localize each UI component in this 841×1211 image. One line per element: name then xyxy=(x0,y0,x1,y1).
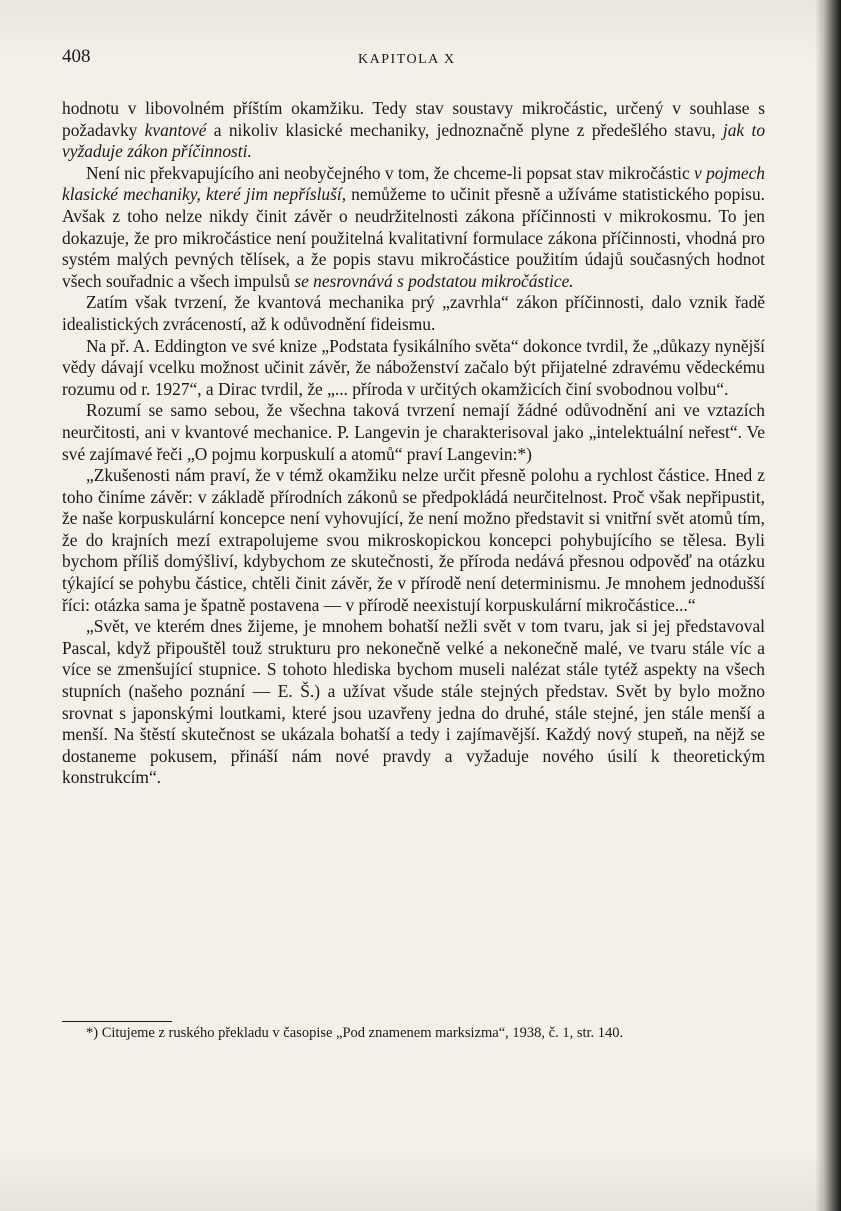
page-number: 408 xyxy=(62,46,91,67)
running-head: KAPITOLA X xyxy=(358,52,456,67)
paragraph-6-quote: „Zkušenosti nám praví, že v témž okamžiku nelze určit přesně polohu a rychlost částice. Hned z toho činíme závěr: v základě přírodních zákonů se předpokládá neurčitelnost. Proč však nepřipustit, že naše korpuskulární koncepce není vyhovující, že není možno představit si vnitřní svět atomů tím, že do krajních mezí extrapolujeme svou mikroskopickou koncepci pohybujícího se tělesa. Byli bychom příliš domýšliví, kdybychom ze skutečnosti, že příroda nedává přesnou odpověď na otázku týkající se pohybu částice, chtěli činit závěr, že v přírodě není determinismu. Je mnohem jednodušší říci: otázka sama je špatně postavena — v přírodě neexistují korpuskulární mikročástice...“ xyxy=(62,465,765,615)
paragraph-3: Zatím však tvrzení, že kvantová mechanika prý „zavrhla“ zákon příčinnosti, dalo vznik řadě idealistických zvráceností, až k odůvodnění fideismu. xyxy=(62,292,765,334)
paragraph-5: Rozumí se samo sebou, že všechna taková tvrzení nemají žádné odůvodnění ani ve vztazích neurčitosti, ani v kvantové mechanice. P. Langevin je charakterisoval jako „intelektuální neřest“. Ve své zajímavé řeči „O pojmu korpuskulí a atomů“ praví Langevin:*) xyxy=(62,400,765,464)
emphasis-zakon-pricinnosti: jak to vyžaduje zákon příčinnosti. xyxy=(62,119,766,162)
paragraph-1: hodnotu v libovolném příštím okamžiku. Tedy stav soustavy mikročástic, určený v souhlase s požadavky kvantové a nikoliv klasické mechaniky, jednoznačně plyne z předešlého stavu, jak to vyžaduje zákon příčinnosti. xyxy=(62,98,766,162)
emphasis-podstata-mikrocastice: se nesrovnává s podstatou mikročástice. xyxy=(294,270,574,291)
paragraph-7-quote: „Svět, ve kterém dnes žijeme, je mnohem bohatší nežli svět v tom tvaru, jak si jej představoval Pascal, když připouštěl touž strukturu pro nekonečně velké a nekonečně malé, ve tvaru stále víc a více se zmenšující stupnice. S tohoto hlediska bychom museli nalézat stále tytéž aspekty na všech stupních (našeho poznání — E. Š.) a užívat všude stále stejných představ. Svět by bylo možno srovnat s japonskými loutkami, které jsou uzavřeny jedna do druhé, stále stejné, jen stále menší a menší. Na štěstí skutečnost se ukázala bohatší a tedy i zajímavější. Každý nový stupeň, na nějž se dostaneme pokusem, přináší nám nové pravdy a vyžaduje nového úsilí k theoretickým konstrukcím“. xyxy=(62,616,765,788)
paragraph-2: Není nic překvapujícího ani neobyčejného v tom, že chceme-li popsat stav mikročástic v pojmech klasické mechaniky, které jim nepřísluší, nemůžeme to učinit přesně a užíváme statistického popisu. Avšak z toho nelze nikdy činit závěr o neudržitelnosti zákona příčinnosti v mikrokosmu. To jen dokazuje, že pro mikročástice není použitelná kvalitativní formulace zákona příčinnosti, vhodná pro systém malých pevných tělísek, a že popis stavu mikročástice použitím údajů současných hodnot všech souřadnic a všech impulsů se nesrovnává s podstatou mikročástice. xyxy=(62,162,765,291)
paragraph-4: Na př. A. Eddington ve své knize „Podstata fysikálního světa“ dokonce tvrdil, že „důkazy nynější vědy dávají vcelku možnost učinit závěr, že náboženství začalo být přijatelné zdravému vědeckému rozumu od r. 1927“, a Dirac tvrdil, že „... příroda v určitých okamžicích činí svobodnou volbu“. xyxy=(62,335,765,399)
footnote-rule xyxy=(62,1021,172,1022)
footnote xyxy=(62,1024,765,1043)
book-spine-shadow xyxy=(823,0,841,1211)
emphasis-kvantove: kvantové xyxy=(144,119,207,140)
footnote-text: *) Citujeme z ruského překladu v časopise „Pod znamenem marksizma“, 1938, č. 1, str. 140. xyxy=(86,1025,624,1041)
emphasis-klasicke-mechaniky: v pojmech klasické mechaniky, které jim nepřísluší, xyxy=(62,162,765,205)
main-text xyxy=(62,98,765,789)
page-header xyxy=(62,46,772,70)
